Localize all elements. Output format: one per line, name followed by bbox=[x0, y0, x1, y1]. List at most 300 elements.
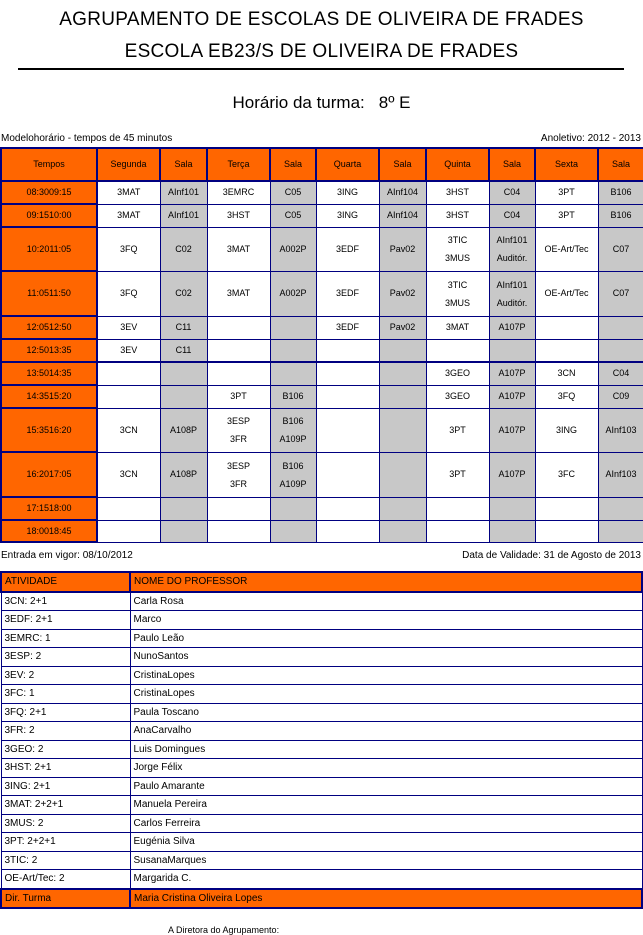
room-cell bbox=[598, 271, 643, 316]
room-cell bbox=[379, 497, 426, 520]
subject-code: 3MAT bbox=[208, 241, 270, 258]
activity-cell: 3MAT: 2+2+1 bbox=[1, 796, 130, 815]
header-col-3: Terça bbox=[207, 148, 270, 181]
room-cell bbox=[379, 339, 426, 362]
time-slot: 12:5013:35 bbox=[1, 339, 97, 362]
schedule-row bbox=[1, 452, 643, 497]
subject-code: 3MAT bbox=[98, 184, 160, 201]
room-cell bbox=[598, 204, 643, 227]
subject-code: 3EV bbox=[98, 342, 160, 359]
room-code: A002P bbox=[271, 241, 316, 258]
room-code: Pav02 bbox=[380, 285, 426, 302]
room-cell bbox=[160, 271, 207, 316]
subject-code: 3FQ bbox=[536, 388, 598, 405]
activity-cell: OE-Art/Tec: 2 bbox=[1, 870, 130, 889]
subject-code: 3CN bbox=[98, 422, 160, 439]
room-code: Auditór. bbox=[490, 294, 535, 312]
room-code: C04 bbox=[490, 184, 535, 201]
subject-cell bbox=[97, 497, 160, 520]
subject-cell bbox=[97, 385, 160, 408]
subject-code: 3MUS bbox=[427, 249, 489, 267]
time-slot: 17:1518:00 bbox=[1, 497, 97, 520]
room-cell bbox=[160, 452, 207, 497]
room-cell bbox=[379, 316, 426, 339]
activity-cell: 3TIC: 2 bbox=[1, 851, 130, 870]
teacher-name-cell: SusanaMarques bbox=[130, 851, 642, 870]
subject-cell bbox=[316, 497, 379, 520]
activity-cell: 3FQ: 2+1 bbox=[1, 703, 130, 722]
room-code: A109P bbox=[271, 475, 316, 493]
schedule-row bbox=[1, 181, 643, 204]
subject-cell bbox=[207, 339, 270, 362]
room-code: C09 bbox=[599, 388, 643, 405]
subject-cell bbox=[316, 520, 379, 542]
page-title bbox=[0, 93, 643, 113]
header-col-6: Sala bbox=[379, 148, 426, 181]
weekly-schedule-table bbox=[0, 147, 643, 543]
subject-cell bbox=[535, 271, 598, 316]
subject-cell bbox=[316, 204, 379, 227]
header-col-2: Sala bbox=[160, 148, 207, 181]
schedule-header-row bbox=[1, 148, 643, 181]
room-cell bbox=[270, 385, 316, 408]
subject-code: 3GEO bbox=[427, 388, 489, 405]
room-code: C11 bbox=[161, 319, 207, 336]
room-cell bbox=[270, 497, 316, 520]
teacher-name-cell: Paulo Leão bbox=[130, 629, 642, 648]
subject-code: 3PT bbox=[427, 422, 489, 439]
header-col-10: Sala bbox=[598, 148, 643, 181]
subject-cell bbox=[426, 497, 489, 520]
room-code: C02 bbox=[161, 285, 207, 302]
subject-cell bbox=[97, 181, 160, 204]
subject-cell bbox=[316, 316, 379, 339]
activity-cell: 3CN: 2+1 bbox=[1, 592, 130, 611]
subject-cell bbox=[97, 204, 160, 227]
teacher-row bbox=[1, 685, 642, 704]
subject-cell bbox=[426, 362, 489, 385]
subject-code: 3HST bbox=[208, 207, 270, 224]
activity-cell: 3EMRC: 1 bbox=[1, 629, 130, 648]
room-cell bbox=[160, 227, 207, 271]
room-cell bbox=[489, 227, 535, 271]
subject-cell bbox=[535, 362, 598, 385]
schedule-row bbox=[1, 408, 643, 452]
room-cell bbox=[270, 227, 316, 271]
activity-cell: 3EDF: 2+1 bbox=[1, 611, 130, 630]
subject-cell bbox=[207, 452, 270, 497]
subject-cell bbox=[207, 204, 270, 227]
teacher-row bbox=[1, 777, 642, 796]
room-cell bbox=[270, 339, 316, 362]
subject-cell bbox=[97, 520, 160, 542]
subject-code: 3ESP bbox=[208, 412, 270, 430]
subject-code: 3MAT bbox=[208, 285, 270, 302]
room-cell bbox=[598, 520, 643, 542]
room-code: C07 bbox=[599, 285, 643, 302]
subject-code: 3PT bbox=[208, 388, 270, 405]
subject-cell bbox=[535, 204, 598, 227]
room-code: C11 bbox=[161, 342, 207, 359]
subject-cell bbox=[97, 316, 160, 339]
room-code: AInf103 bbox=[599, 422, 643, 439]
room-cell bbox=[489, 316, 535, 339]
subject-code: 3TIC bbox=[427, 231, 489, 249]
director-name: Maria Cristina Oliveira Lopes bbox=[130, 889, 642, 909]
room-code: AInf101 bbox=[161, 184, 207, 201]
room-cell bbox=[489, 271, 535, 316]
subject-cell bbox=[97, 362, 160, 385]
subject-code: 3ING bbox=[317, 207, 379, 224]
room-cell bbox=[160, 204, 207, 227]
title-label: Horário da turma: bbox=[232, 93, 364, 112]
room-cell bbox=[489, 408, 535, 452]
subject-cell bbox=[535, 385, 598, 408]
room-cell bbox=[598, 408, 643, 452]
subject-cell bbox=[535, 497, 598, 520]
activity-cell: 3EV: 2 bbox=[1, 666, 130, 685]
teacher-row bbox=[1, 833, 642, 852]
room-code: C05 bbox=[271, 207, 316, 224]
activity-cell: 3FR: 2 bbox=[1, 722, 130, 741]
school-title: ESCOLA EB23/S DE OLIVEIRA DE FRADES bbox=[0, 41, 643, 63]
subject-code: 3PT bbox=[427, 466, 489, 483]
teacher-name-cell: NunoSantos bbox=[130, 648, 642, 667]
subject-cell bbox=[97, 339, 160, 362]
room-code: AInf103 bbox=[599, 466, 643, 483]
subject-code: OE-Art/Tec bbox=[536, 241, 598, 258]
activity-cell: 3PT: 2+2+1 bbox=[1, 833, 130, 852]
subject-cell bbox=[316, 181, 379, 204]
room-cell bbox=[270, 181, 316, 204]
room-code: C05 bbox=[271, 184, 316, 201]
schedule-row bbox=[1, 339, 643, 362]
room-cell bbox=[160, 520, 207, 542]
subject-cell bbox=[97, 452, 160, 497]
subject-cell bbox=[207, 497, 270, 520]
teacher-row bbox=[1, 611, 642, 630]
teacher-row bbox=[1, 629, 642, 648]
room-code: A107P bbox=[490, 422, 535, 439]
room-cell bbox=[270, 316, 316, 339]
schedule-row bbox=[1, 362, 643, 385]
room-code: AInf101 bbox=[490, 231, 535, 249]
room-cell bbox=[489, 497, 535, 520]
room-cell bbox=[270, 452, 316, 497]
room-cell bbox=[160, 181, 207, 204]
subject-cell bbox=[316, 362, 379, 385]
room-cell bbox=[598, 385, 643, 408]
room-cell bbox=[489, 339, 535, 362]
room-code: A109P bbox=[271, 430, 316, 448]
subject-code: 3MUS bbox=[427, 294, 489, 312]
room-code: B106 bbox=[271, 412, 316, 430]
subject-code: 3EMRC bbox=[208, 184, 270, 201]
subject-cell bbox=[97, 271, 160, 316]
teacher-name-cell: AnaCarvalho bbox=[130, 722, 642, 741]
subject-cell bbox=[535, 181, 598, 204]
room-code: A002P bbox=[271, 285, 316, 302]
subject-cell bbox=[535, 227, 598, 271]
room-code: A107P bbox=[490, 388, 535, 405]
subject-code: OE-Art/Tec bbox=[536, 285, 598, 302]
room-cell bbox=[379, 204, 426, 227]
room-cell bbox=[489, 362, 535, 385]
subject-code: 3ING bbox=[317, 184, 379, 201]
room-code: AInf101 bbox=[490, 276, 535, 294]
room-cell bbox=[598, 227, 643, 271]
subject-cell bbox=[535, 520, 598, 542]
subject-cell bbox=[207, 227, 270, 271]
teacher-row bbox=[1, 796, 642, 815]
room-cell bbox=[270, 271, 316, 316]
room-cell bbox=[598, 181, 643, 204]
header-col-7: Quinta bbox=[426, 148, 489, 181]
subject-cell bbox=[97, 227, 160, 271]
subject-code: 3FQ bbox=[98, 285, 160, 302]
subject-code: 3PT bbox=[536, 207, 598, 224]
schedule-row bbox=[1, 520, 643, 542]
subject-code: 3FC bbox=[536, 466, 598, 483]
activity-cell: 3FC: 1 bbox=[1, 685, 130, 704]
room-code: B106 bbox=[599, 207, 643, 224]
start-date: Entrada em vigor: 08/10/2012 bbox=[1, 550, 133, 561]
subject-cell bbox=[207, 385, 270, 408]
teacher-row bbox=[1, 666, 642, 685]
subject-cell bbox=[426, 385, 489, 408]
schedule-row bbox=[1, 271, 643, 316]
header-teacher-name: NOME DO PROFESSOR bbox=[130, 572, 642, 592]
time-slot: 13:5014:35 bbox=[1, 362, 97, 385]
subject-cell bbox=[426, 408, 489, 452]
room-code: C02 bbox=[161, 241, 207, 258]
room-code: B106 bbox=[599, 184, 643, 201]
subject-code: 3EDF bbox=[317, 319, 379, 336]
teacher-name-cell: Carlos Ferreira bbox=[130, 814, 642, 833]
room-cell bbox=[598, 339, 643, 362]
header-divider bbox=[18, 68, 624, 70]
subject-code: 3CN bbox=[98, 466, 160, 483]
time-slot: 14:3515:20 bbox=[1, 385, 97, 408]
class-director-row bbox=[1, 889, 642, 909]
room-cell bbox=[270, 362, 316, 385]
subject-cell bbox=[316, 227, 379, 271]
subject-cell bbox=[207, 271, 270, 316]
schedule-row bbox=[1, 204, 643, 227]
teacher-row bbox=[1, 740, 642, 759]
room-code: A107P bbox=[490, 319, 535, 336]
teacher-name-cell: Carla Rosa bbox=[130, 592, 642, 611]
class-name: 8º E bbox=[379, 93, 411, 112]
subject-code: 3FR bbox=[208, 475, 270, 493]
teacher-name-cell: Marco bbox=[130, 611, 642, 630]
subject-cell bbox=[316, 271, 379, 316]
room-cell bbox=[160, 362, 207, 385]
room-cell bbox=[379, 452, 426, 497]
room-cell bbox=[379, 362, 426, 385]
header-col-1: Segunda bbox=[97, 148, 160, 181]
activity-cell: 3ESP: 2 bbox=[1, 648, 130, 667]
room-code: A108P bbox=[161, 466, 207, 483]
room-cell bbox=[160, 316, 207, 339]
room-code: B106 bbox=[271, 457, 316, 475]
validity-date: Data de Validade: 31 de Agosto de 2013 bbox=[462, 550, 641, 561]
room-cell bbox=[598, 452, 643, 497]
subject-code: 3FQ bbox=[98, 241, 160, 258]
subject-code: 3ESP bbox=[208, 457, 270, 475]
activity-cell: 3ING: 2+1 bbox=[1, 777, 130, 796]
subject-code: 3MAT bbox=[427, 319, 489, 336]
room-cell bbox=[489, 385, 535, 408]
room-code: C04 bbox=[490, 207, 535, 224]
subject-cell bbox=[535, 408, 598, 452]
room-cell bbox=[379, 227, 426, 271]
director-label: Dir. Turma bbox=[1, 889, 130, 909]
teacher-name-cell: Paula Toscano bbox=[130, 703, 642, 722]
school-year: Anoletivo: 2012 - 2013 bbox=[541, 133, 641, 144]
subject-cell bbox=[426, 271, 489, 316]
schedule-row bbox=[1, 385, 643, 408]
subject-cell bbox=[426, 339, 489, 362]
teacher-row bbox=[1, 722, 642, 741]
subject-cell bbox=[426, 181, 489, 204]
subject-code: 3MAT bbox=[98, 207, 160, 224]
room-cell bbox=[270, 520, 316, 542]
room-code: Auditór. bbox=[490, 249, 535, 267]
time-slot: 12:0512:50 bbox=[1, 316, 97, 339]
room-cell bbox=[379, 271, 426, 316]
room-code: A108P bbox=[161, 422, 207, 439]
room-code: A107P bbox=[490, 466, 535, 483]
subject-code: 3TIC bbox=[427, 276, 489, 294]
room-cell bbox=[489, 520, 535, 542]
teacher-row bbox=[1, 703, 642, 722]
room-code: B106 bbox=[271, 388, 316, 405]
room-code: AInf104 bbox=[380, 207, 426, 224]
schedule-row bbox=[1, 497, 643, 520]
teacher-row bbox=[1, 648, 642, 667]
room-cell bbox=[160, 339, 207, 362]
teacher-row bbox=[1, 814, 642, 833]
subject-cell bbox=[207, 181, 270, 204]
activity-cell: 3GEO: 2 bbox=[1, 740, 130, 759]
room-cell bbox=[160, 497, 207, 520]
teacher-name-cell: CristinaLopes bbox=[130, 685, 642, 704]
teacher-name-cell: Luis Domingues bbox=[130, 740, 642, 759]
room-cell bbox=[489, 452, 535, 497]
time-slot: 08:3009:15 bbox=[1, 181, 97, 204]
room-code: AInf101 bbox=[161, 207, 207, 224]
subject-code: 3HST bbox=[427, 184, 489, 201]
schedule-row bbox=[1, 316, 643, 339]
room-cell bbox=[379, 385, 426, 408]
room-code: C07 bbox=[599, 241, 643, 258]
subject-code: 3FR bbox=[208, 430, 270, 448]
subject-code: 3HST bbox=[427, 207, 489, 224]
subject-code: 3ING bbox=[536, 422, 598, 439]
teacher-row bbox=[1, 759, 642, 778]
subject-cell bbox=[535, 452, 598, 497]
time-slot: 09:1510:00 bbox=[1, 204, 97, 227]
room-code: Pav02 bbox=[380, 241, 426, 258]
subject-cell bbox=[207, 362, 270, 385]
room-code: AInf104 bbox=[380, 184, 426, 201]
time-slot: 16:2017:05 bbox=[1, 452, 97, 497]
room-cell bbox=[379, 520, 426, 542]
subject-code: 3EDF bbox=[317, 241, 379, 258]
time-slot: 15:3516:20 bbox=[1, 408, 97, 452]
header-tempos: Tempos bbox=[1, 148, 97, 181]
time-slot: 18:0018:45 bbox=[1, 520, 97, 542]
header-col-5: Quarta bbox=[316, 148, 379, 181]
teacher-name-cell: CristinaLopes bbox=[130, 666, 642, 685]
teacher-name-cell: Manuela Pereira bbox=[130, 796, 642, 815]
subject-cell bbox=[316, 452, 379, 497]
room-cell bbox=[379, 408, 426, 452]
activity-cell: 3MUS: 2 bbox=[1, 814, 130, 833]
subject-cell bbox=[535, 316, 598, 339]
subject-cell bbox=[426, 452, 489, 497]
room-cell bbox=[270, 204, 316, 227]
subject-code: 3PT bbox=[536, 184, 598, 201]
teachers-table bbox=[0, 571, 643, 909]
room-cell bbox=[270, 408, 316, 452]
school-group-title: AGRUPAMENTO DE ESCOLAS DE OLIVEIRA DE FRADES bbox=[0, 9, 643, 31]
subject-cell bbox=[426, 520, 489, 542]
teachers-header-row bbox=[1, 572, 642, 592]
header-col-9: Sexta bbox=[535, 148, 598, 181]
room-cell bbox=[489, 181, 535, 204]
time-slot: 10:2011:05 bbox=[1, 227, 97, 271]
time-slot: 11:0511:50 bbox=[1, 271, 97, 316]
room-cell bbox=[598, 497, 643, 520]
subject-cell bbox=[97, 408, 160, 452]
room-cell bbox=[489, 204, 535, 227]
subject-code: 3EDF bbox=[317, 285, 379, 302]
subject-cell bbox=[426, 227, 489, 271]
subject-cell bbox=[207, 316, 270, 339]
room-code: Pav02 bbox=[380, 319, 426, 336]
room-cell bbox=[598, 362, 643, 385]
schedule-row bbox=[1, 227, 643, 271]
subject-cell bbox=[426, 204, 489, 227]
schedule-model-note: Modelohorário - tempos de 45 minutos bbox=[1, 133, 172, 144]
teacher-row bbox=[1, 592, 642, 611]
subject-cell bbox=[207, 408, 270, 452]
teacher-row bbox=[1, 870, 642, 889]
director-signature-label: A Diretora do Agrupamento: bbox=[168, 925, 279, 935]
teacher-row bbox=[1, 851, 642, 870]
subject-cell bbox=[316, 339, 379, 362]
subject-cell bbox=[316, 385, 379, 408]
room-code: C04 bbox=[599, 365, 643, 382]
subject-cell bbox=[426, 316, 489, 339]
teacher-name-cell: Paulo Amarante bbox=[130, 777, 642, 796]
room-cell bbox=[160, 385, 207, 408]
room-cell bbox=[598, 316, 643, 339]
room-cell bbox=[160, 408, 207, 452]
subject-cell bbox=[207, 520, 270, 542]
header-col-4: Sala bbox=[270, 148, 316, 181]
subject-code: 3CN bbox=[536, 365, 598, 382]
subject-cell bbox=[316, 408, 379, 452]
teacher-name-cell: Margarida C. bbox=[130, 870, 642, 889]
room-code: A107P bbox=[490, 365, 535, 382]
header-col-8: Sala bbox=[489, 148, 535, 181]
teacher-name-cell: Eugénia Silva bbox=[130, 833, 642, 852]
teacher-name-cell: Jorge Félix bbox=[130, 759, 642, 778]
header-activity: ATIVIDADE bbox=[1, 572, 130, 592]
